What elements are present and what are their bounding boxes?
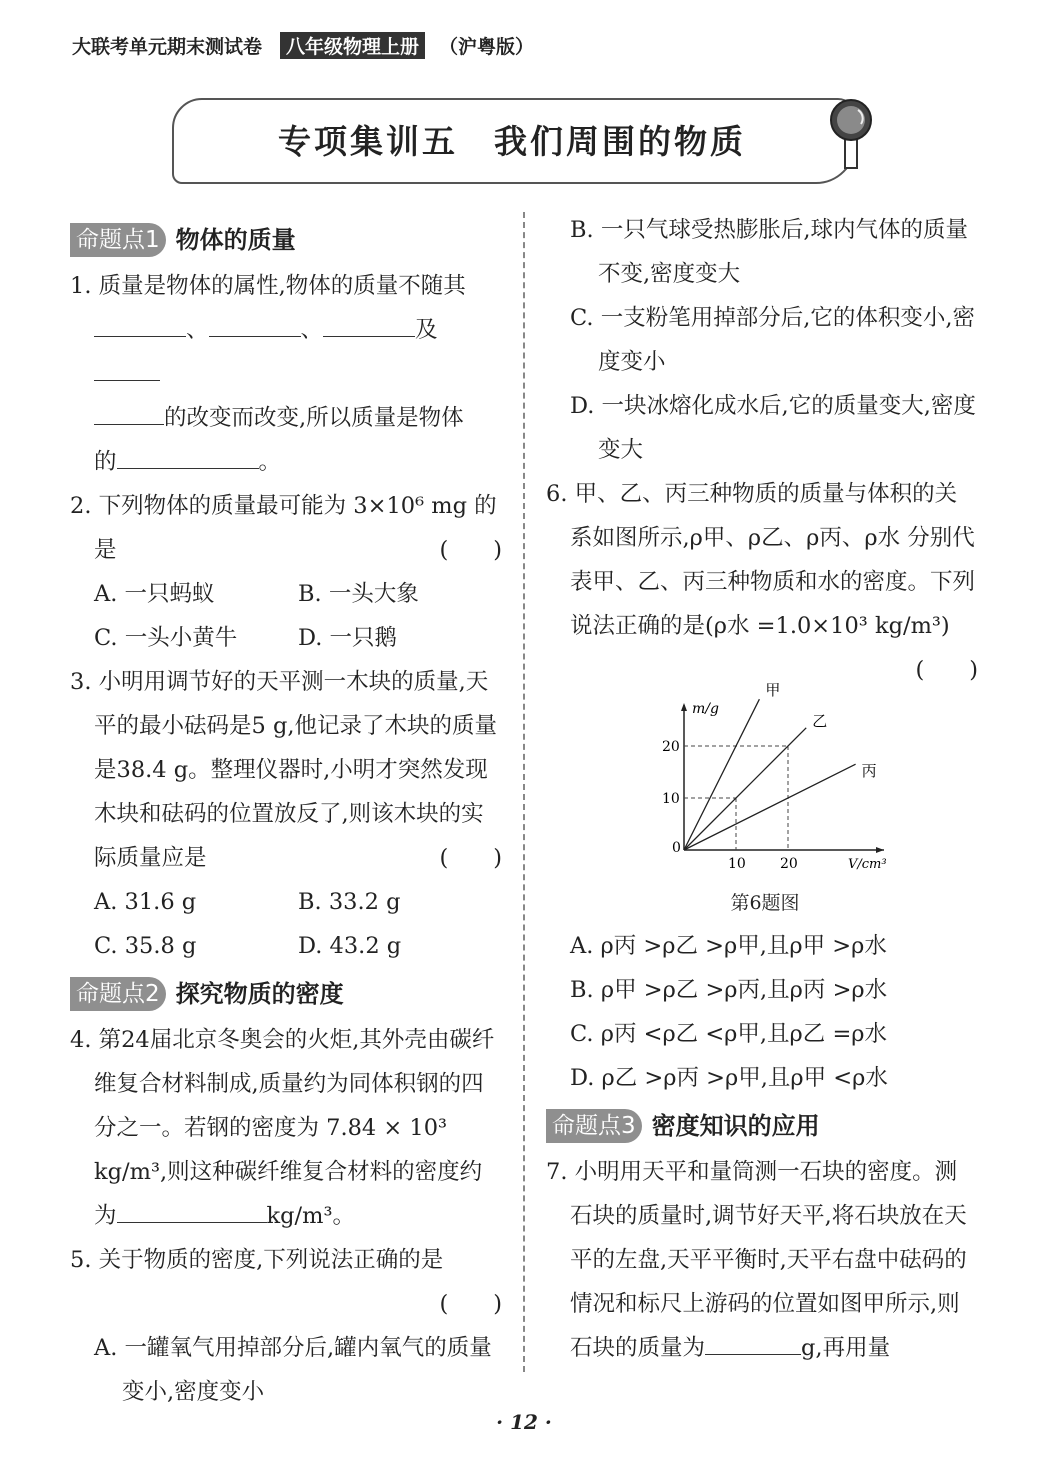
y-tick-label: 10 [662,791,680,807]
option-d[interactable]: D. ρ乙 >ρ丙 >ρ甲,且ρ甲 <ρ水 [570,1065,888,1091]
question-6 [546,472,978,692]
grade-label: 八年级物理上册 [280,32,425,59]
q1-text: 的 [94,449,117,475]
option-c[interactable]: C. 一头小黄牛 [94,625,238,651]
mass-volume-chart [660,681,900,877]
q4-unit: kg/m³。 [266,1203,355,1229]
answer-paren[interactable]: ( ) [439,845,502,871]
answer-blank[interactable] [94,358,160,381]
q5-text: 5. 关于物质的密度,下列说法正确的是 [70,1247,444,1273]
q1-text: 的改变而改变,所以质量是物体 [164,405,464,431]
q1-sep: 及 [415,317,438,343]
section-title: 密度知识的应用 [651,1112,820,1140]
option-d[interactable]: D. 43.2 g [298,933,402,959]
x-axis-label: V/cm³ [848,857,887,872]
section-tag-label: 命题点2 [70,977,166,1011]
answer-paren[interactable]: ( ) [915,657,978,683]
q2-text: 2. 下列物体的质量最可能为 3×10⁶ mg 的是 [70,493,497,563]
answer-blank[interactable] [117,446,259,469]
section-tag-2 [70,974,502,1014]
column-divider [523,212,525,1372]
x-tick-label: 10 [728,856,746,872]
option-b[interactable]: B. 一头大象 [298,581,419,607]
page-header [72,32,534,59]
option-c[interactable]: C. 35.8 g [94,933,197,959]
option-b[interactable]: B. 33.2 g [298,889,401,915]
magnifier-icon [830,98,874,172]
section-title: 探究物质的密度 [175,980,344,1008]
answer-blank[interactable] [117,1200,267,1223]
q2-options [70,572,502,660]
question-2 [70,484,502,572]
q1-text: 。 [258,449,282,475]
series-line-甲 [684,699,759,850]
answer-blank[interactable] [705,1332,801,1355]
x-tick-label: 20 [780,856,798,872]
option-c[interactable]: C. 一支粉笔用掉部分后,它的体积变小,密度变小 [570,305,976,375]
x-axis-arrow [876,847,884,853]
q1-sep: 、 [186,317,209,343]
q3-options [70,880,502,968]
q1-sep: 、 [300,317,324,343]
question-4 [70,1018,502,1238]
section-tag-3 [546,1106,978,1146]
q6-text: 6. 甲、乙、丙三种物质的质量与体积的关系如图所示,ρ甲、ρ乙、ρ丙、ρ水 分别代表甲、乙、丙三种物质和水的密度。下列说法正确的是(ρ水 =1.0×10³ kg/m³) [546,481,976,639]
answer-paren[interactable]: ( ) [439,1291,502,1317]
answer-blank[interactable] [94,314,186,337]
series-label: 甲 [765,681,781,700]
question-1 [70,264,502,484]
figure-caption: 第6题图 [730,892,800,914]
edition-label: （沪粤版） [439,36,535,58]
origin-label: 0 [672,840,681,856]
section-tag-1 [70,220,502,260]
question-5 [70,1238,502,1326]
option-b[interactable]: B. ρ甲 >ρ乙 >ρ丙,且ρ丙 >ρ水 [570,977,888,1003]
q1-text: 1. 质量是物体的属性,物体的质量不随其 [70,273,466,299]
section-title: 物体的质量 [175,226,296,254]
q7-text: g,再用量 [801,1335,891,1361]
q7-text: 7. 小明用天平和量筒测一石块的密度。测石块的质量时,调节好天平,将石块放在天平的左盘,天平平衡时,天平右盘中砝码的情况和标尺上游码的位置如图甲所示,则石块的质量为 [546,1159,967,1361]
option-c[interactable]: C. ρ丙 <ρ乙 <ρ甲,且ρ乙 =ρ水 [570,1021,888,1047]
left-column [70,214,502,1414]
page-number: · 12 · [496,1410,552,1434]
option-b[interactable]: B. 一只气球受热膨胀后,球内气体的质量不变,密度变大 [570,217,968,287]
y-tick-label: 20 [662,739,680,755]
question-7 [546,1150,978,1370]
page-title: 专项集训五 我们周围的物质 [278,122,746,161]
q3-text: 3. 小明用调节好的天平测一木块的质量,天平的最小砝码是5 g,他记录了木块的质量是38.4 g。整理仪器时,小明才突然发现木块和砝码的位置放反了,则该木块的实际质量应是 [70,669,498,871]
y-axis-label: m/g [692,701,719,717]
option-a[interactable]: A. 31.6 g [94,889,197,915]
section-tag-label: 命题点3 [546,1109,642,1143]
answer-blank[interactable] [323,314,415,337]
series-label: 丙 [861,762,877,781]
section-tag-label: 命题点1 [70,223,166,257]
option-a[interactable]: A. 一罐氧气用掉部分后,罐内氧气的质量变小,密度变小 [94,1335,492,1405]
series-label: 乙 [812,711,828,730]
option-a[interactable]: A. 一只蚂蚁 [94,581,215,607]
answer-paren[interactable]: ( ) [439,537,502,563]
answer-blank[interactable] [94,402,164,425]
option-a[interactable]: A. ρ丙 >ρ乙 >ρ甲,且ρ甲 >ρ水 [570,933,887,959]
y-axis-arrow [681,703,687,711]
series-name: 大联考单元期末测试卷 [72,36,263,58]
answer-blank[interactable] [209,314,301,337]
q4-text: 4. 第24届北京冬奥会的火炬,其外壳由碳纤维复合材料制成,质量约为同体积钢的四分之一。若钢的密度为 7.84 × 10³ kg/m³,则这种碳纤维复合材料的密度约为 [70,1027,495,1229]
option-d[interactable]: D. 一块冰熔化成水后,它的质量变大,密度变大 [570,393,976,463]
option-d[interactable]: D. 一只鹅 [298,625,398,651]
question-3 [70,660,502,880]
series-line-丙 [684,764,856,850]
